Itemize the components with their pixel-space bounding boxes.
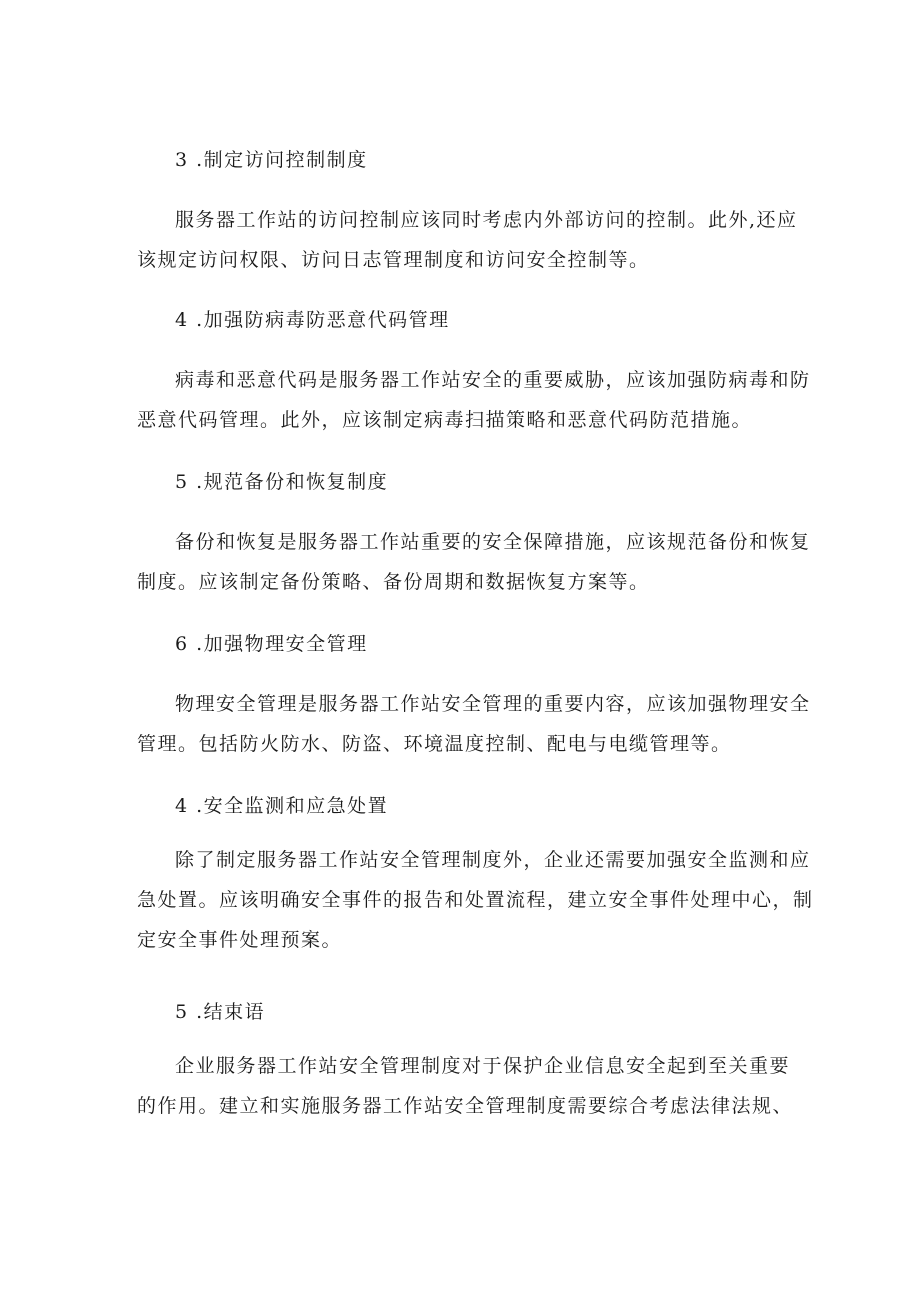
section-heading-6-physical-security: 6 .加强物理安全管理 bbox=[175, 633, 368, 655]
section-heading-3-access-control: 3 .制定访问控制制度 bbox=[175, 149, 368, 171]
paragraph-line: 的作用。建立和实施服务器工作站安全管理制度需要综合考虑法律法规、 bbox=[137, 1095, 794, 1117]
section-heading-5-conclusion: 5 .结束语 bbox=[175, 1001, 266, 1023]
paragraph-line: 病毒和恶意代码是服务器工作站安全的重要威胁，应该加强防病毒和防 bbox=[175, 369, 811, 391]
paragraph-line: 除了制定服务器工作站安全管理制度外，企业还需要加强安全监测和应 bbox=[175, 849, 811, 871]
paragraph-line: 物理安全管理是服务器工作站安全管理的重要内容，应该加强物理安全 bbox=[175, 693, 811, 715]
paragraph-line: 服务器工作站的访问控制应该同时考虑内外部访问的控制。此外,还应 bbox=[175, 209, 798, 231]
paragraph-line: 管理。包括防火防水、防盗、环境温度控制、配电与电缆管理等。 bbox=[137, 733, 732, 755]
paragraph-line: 制度。应该制定备份策略、备份周期和数据恢复方案等。 bbox=[137, 571, 650, 593]
paragraph-line: 该规定访问权限、访问日志管理制度和访问安全控制等。 bbox=[137, 249, 650, 271]
paragraph-line: 恶意代码管理。此外，应该制定病毒扫描策略和恶意代码防范措施。 bbox=[137, 409, 753, 431]
paragraph-line: 备份和恢复是服务器工作站重要的安全保障措施，应该规范备份和恢复 bbox=[175, 531, 811, 553]
section-heading-4-antivirus: 4 .加强防病毒防恶意代码管理 bbox=[175, 309, 450, 331]
paragraph-line: 企业服务器工作站安全管理制度对于保护企业信息安全起到至关重要 bbox=[175, 1055, 791, 1077]
paragraph-line: 急处置。应该明确安全事件的报告和处置流程，建立安全事件处理中心，制 bbox=[137, 889, 814, 911]
section-heading-5-backup: 5 .规范备份和恢复制度 bbox=[175, 471, 389, 493]
paragraph-line: 定安全事件处理预案。 bbox=[137, 929, 343, 951]
section-heading-4-monitoring: 4 .安全监测和应急处置 bbox=[175, 795, 389, 817]
